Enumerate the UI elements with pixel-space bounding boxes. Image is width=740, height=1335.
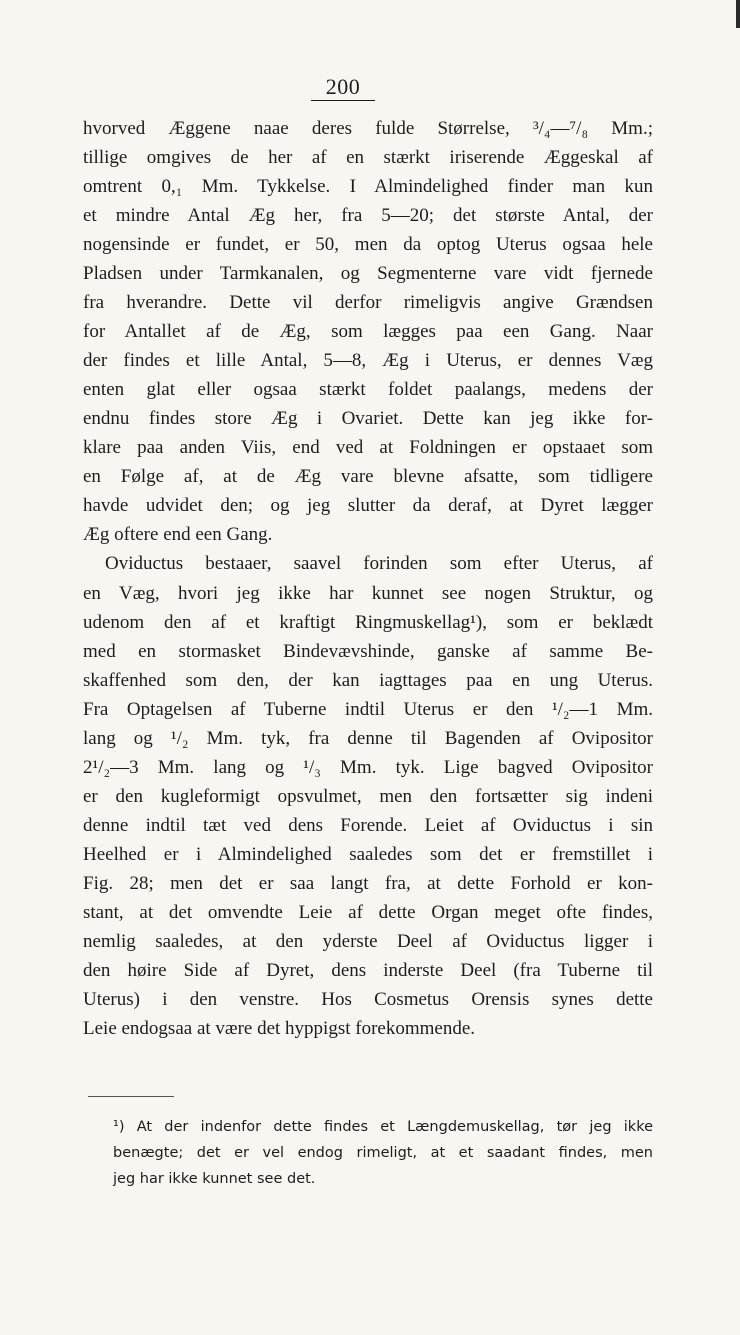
text-line: skaffenhed som den, der kan iagttages paa en ung Uterus. bbox=[83, 669, 653, 691]
text-line: Fig. 28; men det er saa langt fra, at dette Forhold er kon- bbox=[83, 872, 653, 894]
page-number: 200 bbox=[311, 74, 375, 101]
text-line: den høire Side af Dyret, dens inderste Deel (fra Tuberne til bbox=[83, 959, 653, 981]
text-line: omtrent 0,₁ Mm. Tykkelse. I Almindelighed finder man kun bbox=[83, 176, 653, 198]
paragraph-end-line: Leie endogsaa at være det hyppigst forekommende. bbox=[83, 1017, 476, 1039]
footnote-line: benægte; det er vel endog rimeligt, at et saadant findes, men bbox=[113, 1145, 653, 1161]
text-line: lang og ¹/₂ Mm. tyk, fra denne til Bagenden af Ovipositor bbox=[83, 727, 653, 749]
text-line: nogensinde er fundet, er 50, men da optog Uterus ogsaa hele bbox=[83, 234, 653, 256]
text-line: Fra Optagelsen af Tuberne indtil Uterus er den ¹/₂—1 Mm. bbox=[83, 698, 653, 720]
text-line: nemlig saaledes, at den yderste Deel af Oviductus ligger i bbox=[83, 930, 653, 952]
paragraph-end-line: Æg oftere end een Gang. bbox=[83, 524, 273, 546]
text-line: Heelhed er i Almindelighed saaledes som det er fremstillet i bbox=[83, 843, 653, 865]
text-line: klare paa anden Viis, end ved at Foldningen er opstaaet som bbox=[83, 437, 653, 459]
text-line: med en stormasket Bindevævshinde, ganske af samme Be- bbox=[83, 640, 653, 662]
text-line: Pladsen under Tarmkanalen, og Segmenterne vare vidt fjernede bbox=[83, 263, 653, 285]
text-line: endnu findes store Æg i Ovariet. Dette kan jeg ikke for- bbox=[83, 408, 653, 430]
text-line: en Væg, hvori jeg ikke har kunnet see nogen Struktur, og bbox=[83, 582, 653, 604]
text-line: denne indtil tæt ved dens Forende. Leiet af Oviductus i sin bbox=[83, 814, 653, 836]
text-line: et mindre Antal Æg her, fra 5—20; det største Antal, der bbox=[83, 205, 653, 227]
text-line: Uterus) i den venstre. Hos Cosmetus Orensis synes dette bbox=[83, 988, 653, 1010]
footnote-divider bbox=[88, 1096, 174, 1097]
scan-edge-mark bbox=[736, 0, 740, 28]
text-line: der findes et lille Antal, 5—8, Æg i Uterus, er dennes Væg bbox=[83, 350, 653, 372]
text-line: havde udvidet den; og jeg slutter da deraf, at Dyret lægger bbox=[83, 495, 653, 517]
footnote-line: jeg har ikke kunnet see det. bbox=[113, 1171, 316, 1187]
text-line: er den kugleformigt opsvulmet, men den fortsætter sig indeni bbox=[83, 785, 653, 807]
text-line: udenom den af et kraftigt Ringmuskellag¹), som er beklædt bbox=[83, 611, 653, 633]
footnote bbox=[113, 1114, 653, 1192]
text-line: fra hverandre. Dette vil derfor rimeligvis angive Grændsen bbox=[83, 292, 653, 314]
body-text bbox=[83, 114, 653, 1043]
text-line: for Antallet af de Æg, som lægges paa een Gang. Naar bbox=[83, 321, 653, 343]
paragraph-start-line: Oviductus bestaaer, saavel forinden som efter Uterus, af bbox=[105, 553, 653, 575]
text-line: tillige omgives de her af en stærkt iriserende Æggeskal af bbox=[83, 147, 653, 169]
text-line: hvorved Æggene naae deres fulde Størrelse, ³/₄—⁷/₈ Mm.; bbox=[83, 118, 653, 139]
footnote-line: ¹) At der indenfor dette findes et Længdemuskellag, tør jeg ikke bbox=[113, 1119, 653, 1135]
text-line: 2¹/₂—3 Mm. lang og ¹/₃ Mm. tyk. Lige bagved Ovipositor bbox=[83, 756, 653, 778]
text-line: stant, at det omvendte Leie af dette Organ meget ofte findes, bbox=[83, 901, 653, 923]
text-line: en Følge af, at de Æg vare blevne afsatte, som tidligere bbox=[83, 466, 653, 488]
text-line: enten glat eller ogsaa stærkt foldet paalangs, medens der bbox=[83, 379, 653, 401]
